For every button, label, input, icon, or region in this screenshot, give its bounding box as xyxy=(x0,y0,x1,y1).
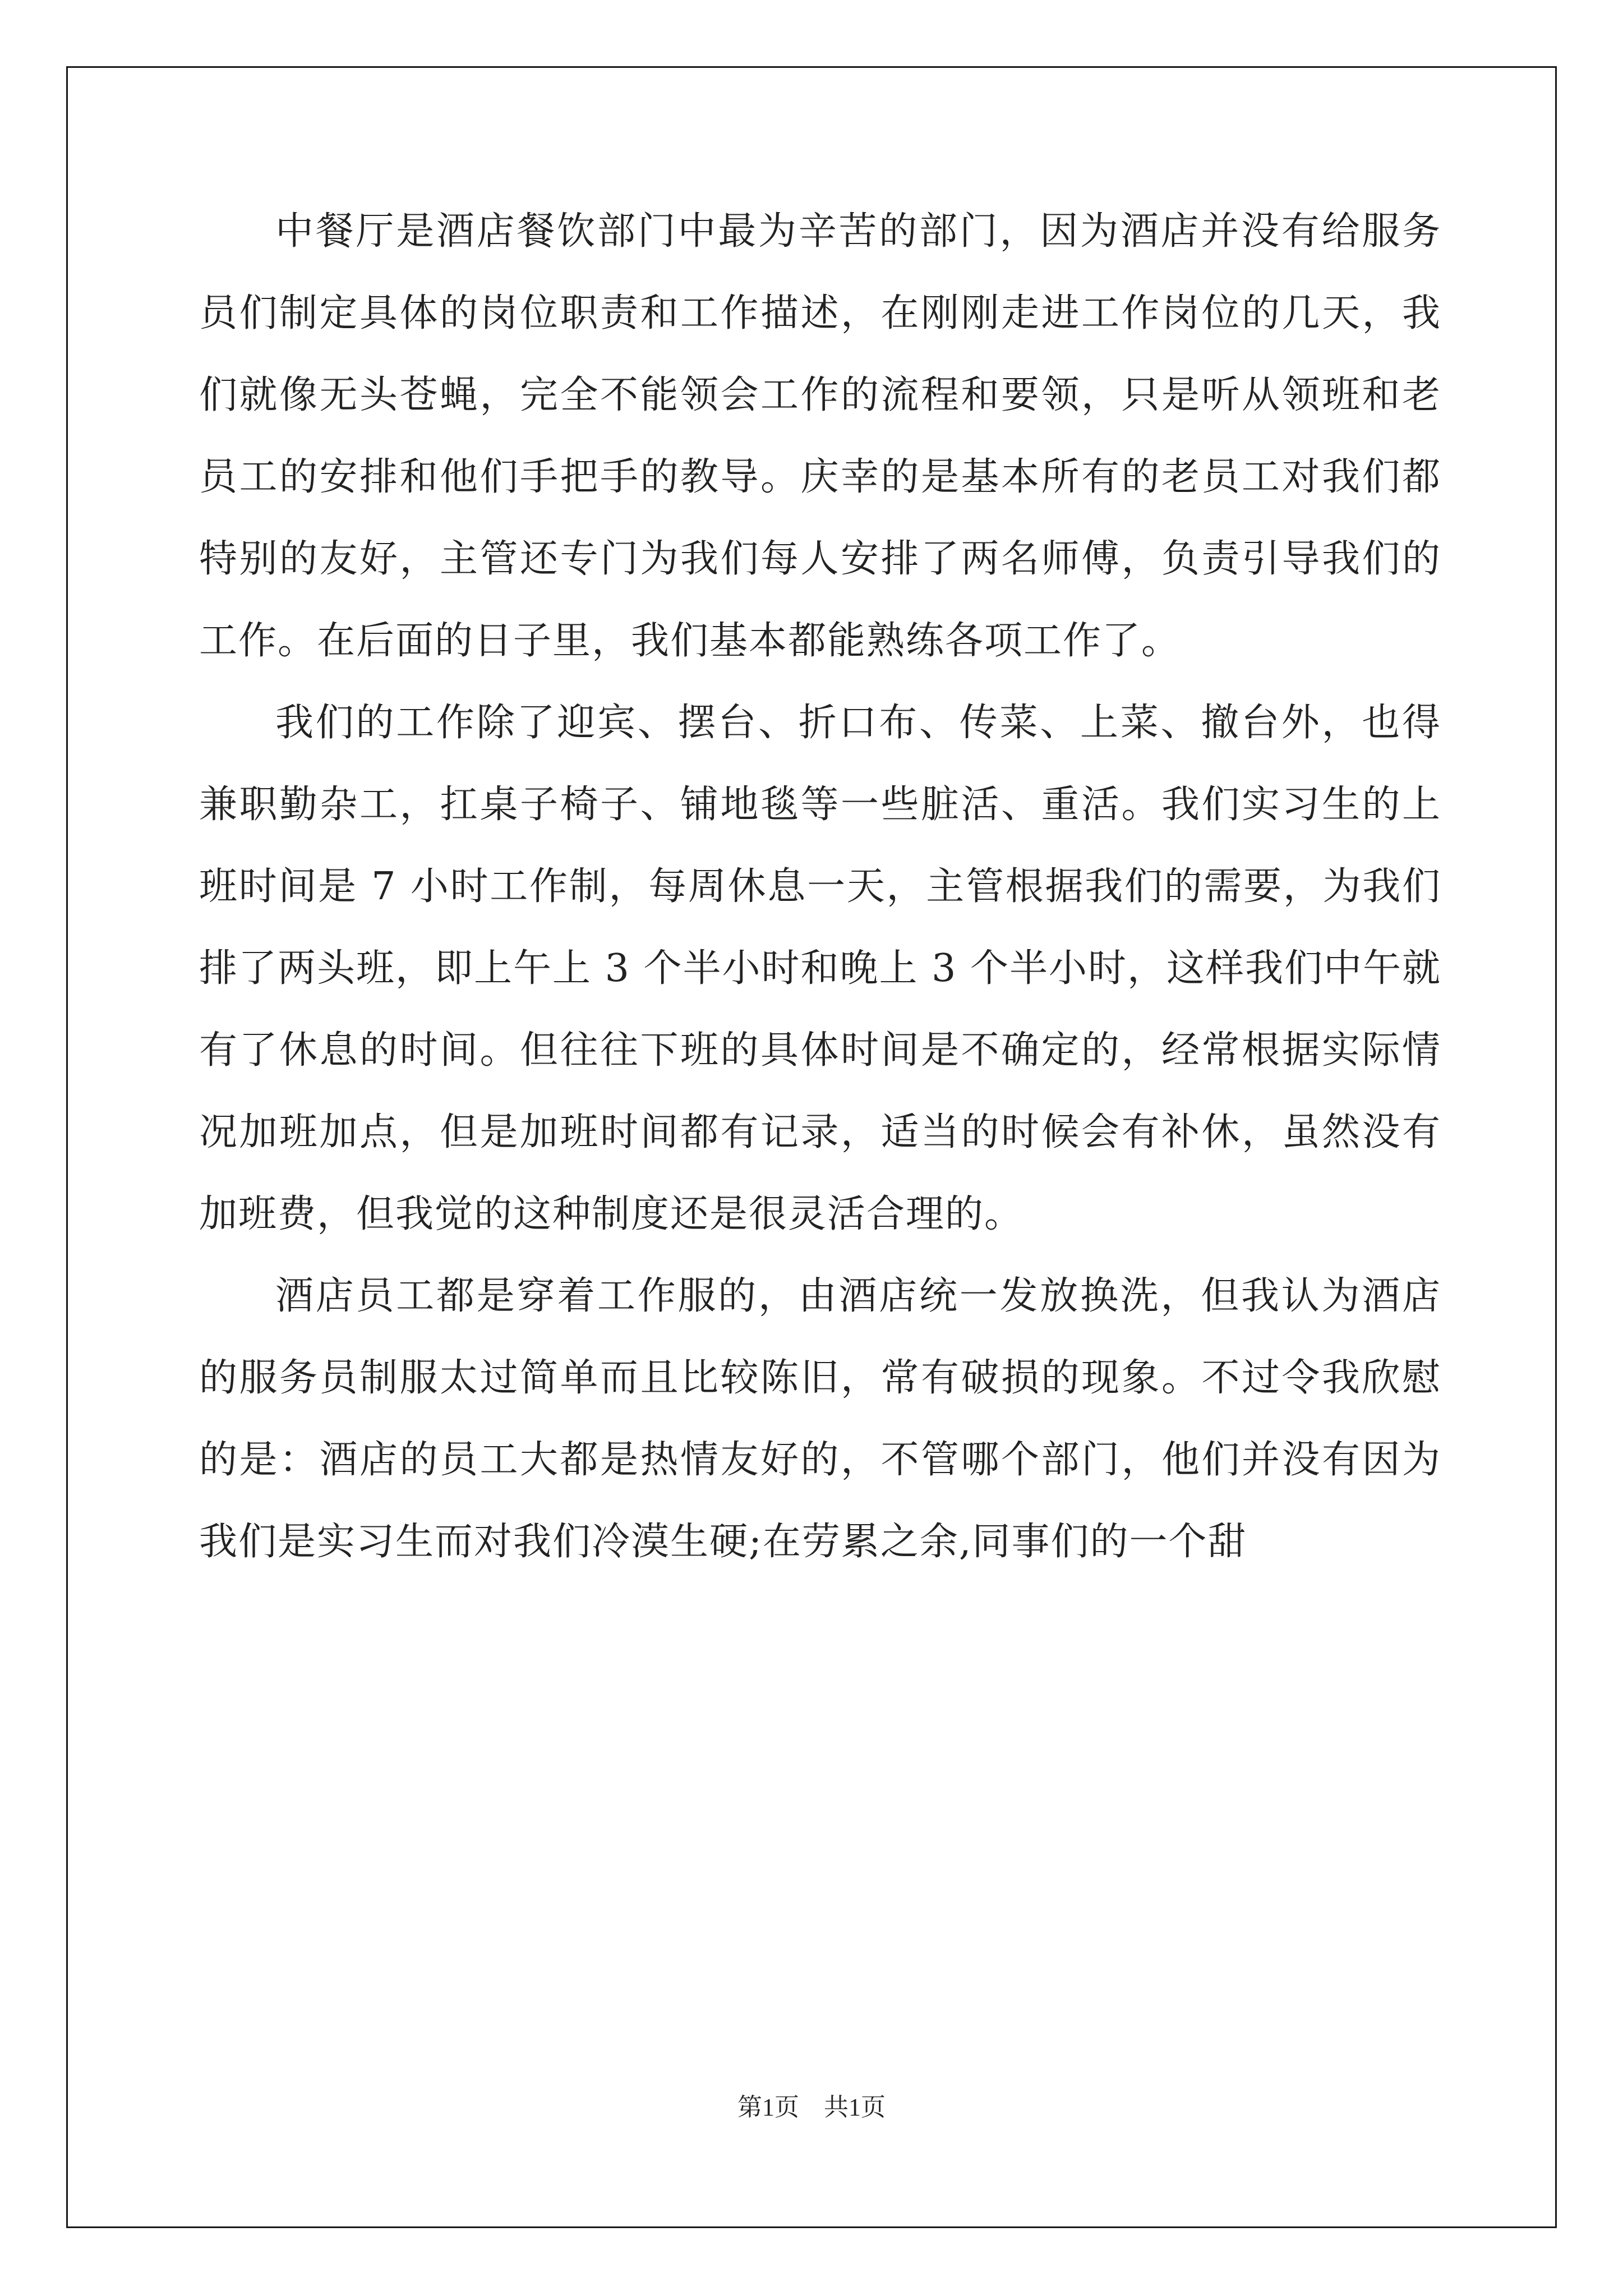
page-total: 共1页 xyxy=(824,2093,886,2121)
page-number: 第1页 xyxy=(737,2093,799,2121)
paragraph: 中餐厅是酒店餐饮部门中最为辛苦的部门，因为酒店并没有给服务员们制定具体的岗位职责和工作描述，在刚刚走进工作岗位的几天，我们就像无头苍蝇，完全不能领会工作的流程和要领，只是听从领班和老员工的安排和他们手把手的教导。庆幸的是基本所有的老员工对我们都特别的友好，主管还专门为我们每人安排了两名师傅，负责引导我们的工作。在后面的日子里，我们基本都能熟练各项工作了。 xyxy=(199,209,1441,663)
paragraph: 酒店员工都是穿着工作服的，由酒店统一发放换洗，但我认为酒店的服务员制服太过简单而且比较陈旧，常有破损的现象。不过令我欣慰的是：酒店的员工大都是热情友好的，不管哪个部门，他们并没有因为我们是实习生而对我们冷漠生硬;在劳累之余,同事们的一个甜 xyxy=(199,1274,1441,1564)
document-body xyxy=(199,191,1441,1583)
paragraph: 我们的工作除了迎宾、摆台、折口布、传菜、上菜、撤台外，也得兼职勤杂工，扛桌子椅子、铺地毯等一些脏活、重活。我们实习生的上班时间是 7 小时工作制，每周休息一天，主管根据我们的需要，为我们排了两头班，即上午上 3 个半小时和晚上 3 个半小时，这样我们中午就有了休息的时间。但往往下班的具体时间是不确定的，经常根据实际情况加班加点，但是加班时间都有记录，适当的时候会有补休，虽然没有加班费，但我觉的这种制度还是很灵活合理的。 xyxy=(199,701,1441,1236)
page-footer xyxy=(0,2087,1623,2123)
